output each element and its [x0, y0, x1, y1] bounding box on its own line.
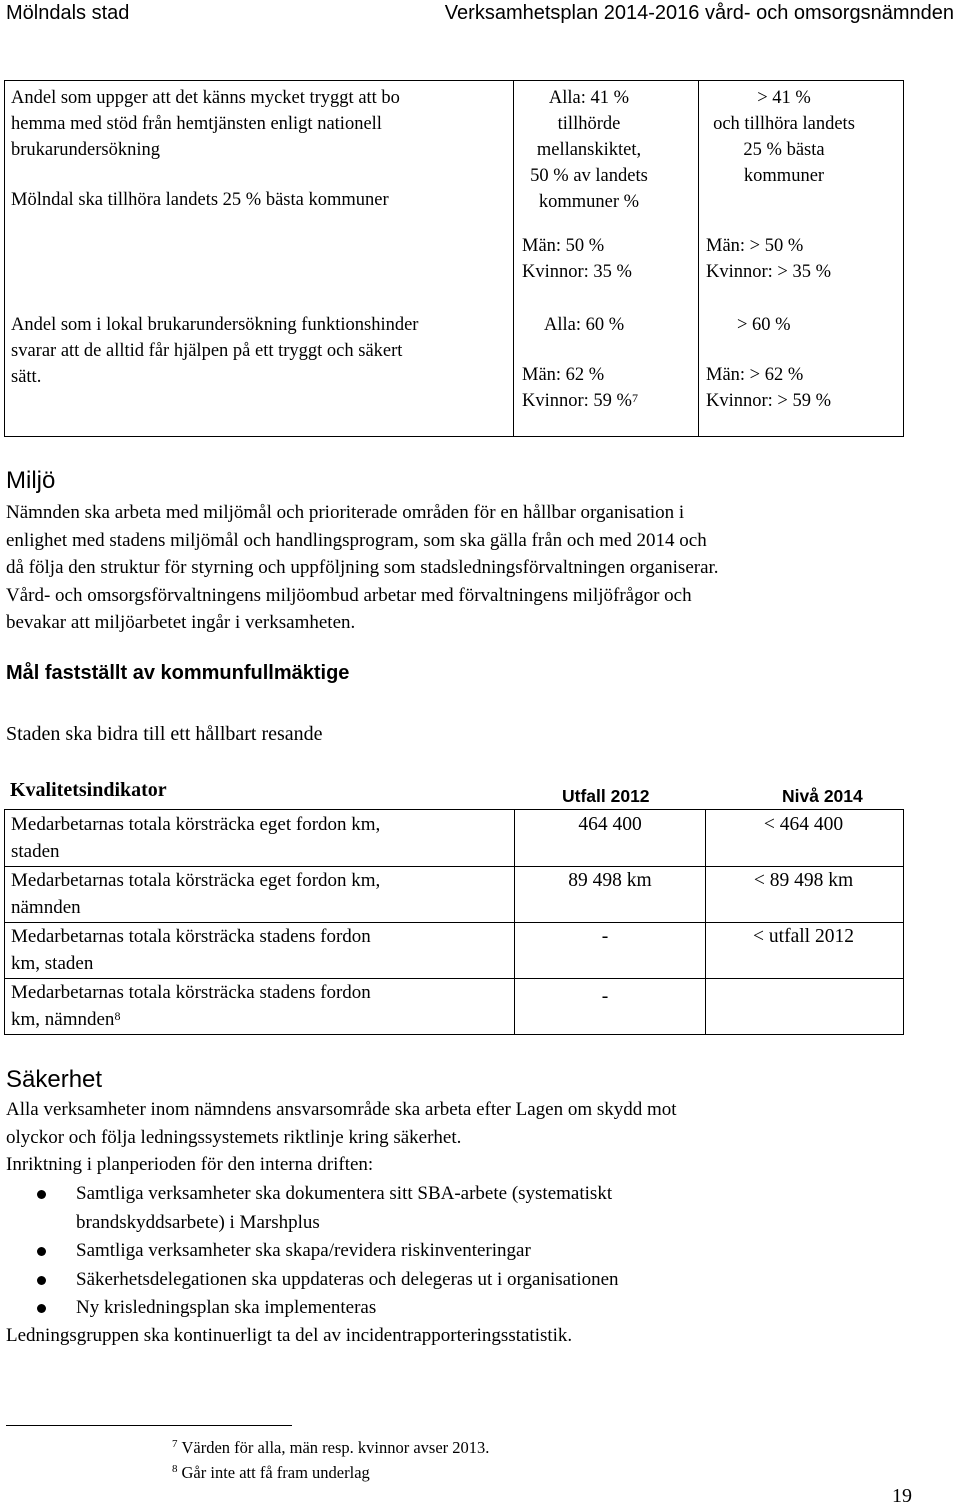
goal-heading: Mål fastställt av kommunfullmäktige: [6, 662, 350, 684]
row1-target-gender: [706, 233, 831, 285]
row1-target: [699, 85, 869, 189]
row-label-line: km, staden: [11, 953, 94, 974]
section-title-miljo: Miljö: [6, 467, 56, 494]
footnote-ref: 7: [631, 391, 638, 405]
row1-target-line: kommuner: [743, 166, 825, 186]
table-row-label: [11, 979, 511, 1033]
row1-desc-line: hemma med stöd från hemtjänsten enligt nationell: [11, 114, 382, 134]
row1-desc-goal: Mölndal ska tillhöra landets 25 % bästa kommuner: [11, 190, 389, 210]
footnote-text: Värden för alla, män resp. kvinnor avser 2013.: [181, 1438, 490, 1457]
sakerhet-closing: Ledningsgruppen ska kontinuerligt ta del av incidentrapporteringsstatistik.: [6, 1325, 573, 1346]
row1-outcome-line: kommuner %: [538, 192, 640, 212]
row1-target-women: Kvinnor: > 35 %: [706, 262, 832, 282]
row1-outcome-line: mellanskiktet,: [536, 140, 642, 160]
bullet-icon: [37, 1190, 46, 1199]
list-item: [0, 1294, 619, 1323]
table-row-label: [11, 811, 511, 865]
row1-outcome-women: Kvinnor: 35 %: [522, 262, 632, 282]
row-label-line: [11, 1006, 511, 1033]
row2-target-men: Män: > 62 %: [706, 365, 804, 385]
footnote-text: Går inte att få fram underlag: [181, 1463, 370, 1482]
row-label-text: km, nämnden: [11, 1009, 115, 1030]
indicator-header-label: Kvalitetsindikator: [10, 779, 167, 801]
row2-target-gender: [706, 362, 831, 414]
row1-target-line: 25 % bästa: [743, 140, 825, 160]
row-label-line: nämnden: [11, 897, 81, 918]
row1-outcome-men: Män: 50 %: [522, 236, 605, 256]
miljo-paragraph: [6, 499, 906, 637]
row-outcome-value: 89 498 km: [568, 870, 652, 891]
bullet-icon: [37, 1276, 46, 1285]
paragraph-line: då följa den struktur för styrning och uppföljning som stadsledningsförvaltningen organiserar.: [6, 557, 719, 578]
row-outcome-value: -: [601, 986, 609, 1007]
row1-outcome: [514, 85, 664, 215]
indicator-header-level: Nivå 2014: [782, 786, 863, 806]
header-document-title: Verksamhetsplan 2014-2016 vård- och omsorgsnämnden: [444, 2, 954, 24]
paragraph-line: Nämnden ska arbeta med miljömål och prioriterade områden för en hållbar organisation i: [6, 502, 685, 523]
row2-outcome-all: Alla: 60 %: [544, 315, 625, 335]
bullet-list: [0, 1180, 619, 1323]
footnote-ref: 8: [114, 1009, 121, 1023]
indicator-header-outcome: Utfall 2012: [562, 786, 650, 806]
row1-target-men: Män: > 50 %: [706, 236, 804, 256]
paragraph-line: Alla verksamheter inom nämndens ansvarsområde ska arbeta efter Lagen om skydd mot: [6, 1099, 677, 1120]
row2-outcome-women-line: [522, 388, 638, 414]
bullet-icon: [37, 1247, 46, 1256]
row2-desc-line: sätt.: [11, 367, 42, 387]
row1-outcome-line: 50 % av landets: [530, 166, 648, 186]
section-title-sakerhet: Säkerhet: [6, 1066, 103, 1093]
row1-outcome-line: Alla: 41 %: [548, 88, 630, 108]
row-label-line: Medarbetarnas totala körsträcka stadens fordon: [11, 926, 371, 947]
row-outcome-value: 464 400: [578, 814, 642, 835]
footnote: [172, 1438, 489, 1458]
list-item: [0, 1266, 619, 1295]
row2-description: [11, 312, 509, 390]
row1-description: [11, 85, 509, 213]
indicator-table: [4, 809, 904, 1035]
header-organization: Mölndals stad: [6, 2, 130, 24]
footnote-number: 8: [172, 1463, 178, 1475]
row1-desc-line: brukarundersökning: [11, 140, 160, 160]
list-item: [0, 1180, 619, 1237]
sakerhet-paragraph: [6, 1096, 906, 1179]
row2-desc-line: Andel som i lokal brukarundersökning funktionshinder: [11, 315, 419, 335]
row2-outcome-women: Kvinnor: 59 %: [522, 391, 632, 411]
row1-outcome-gender: [522, 233, 632, 285]
list-item-text: brandskyddsarbete) i Marshplus: [76, 1211, 320, 1233]
table-row-label: [11, 923, 511, 977]
row-label-line: Medarbetarnas totala körsträcka eget fordon km,: [11, 814, 381, 835]
row2-outcome-men: Män: 62 %: [522, 365, 605, 385]
row-label-line: Medarbetarnas totala körsträcka stadens fordon: [11, 982, 371, 1003]
row-level-value: < 464 400: [763, 814, 844, 835]
list-item: [0, 1237, 619, 1266]
row2-target-women: Kvinnor: > 59 %: [706, 391, 832, 411]
list-item-text: Samtliga verksamheter ska dokumentera sitt SBA-arbete (systematiskt: [76, 1183, 613, 1204]
goal-text: Staden ska bidra till ett hållbart resande: [6, 723, 323, 745]
row1-outcome-line: tillhörde: [557, 114, 621, 134]
bullet-icon: [37, 1304, 46, 1313]
page-number: 19: [892, 1485, 912, 1507]
list-item-text: Säkerhetsdelegationen ska uppdateras och delegeras ut i organisationen: [76, 1268, 619, 1290]
list-item-text: Samtliga verksamheter ska skapa/revidera riskinventeringar: [76, 1240, 531, 1261]
sakerhet-intro: Inriktning i planperioden för den interna driften:: [6, 1154, 374, 1175]
paragraph-line: enlighet med stadens miljömål och handlingsprogram, som ska gälla från och med 2014 och: [6, 529, 707, 551]
row2-desc-line: svarar att de alltid får hjälpen på ett tryggt och säkert: [11, 341, 403, 361]
row-label-line: staden: [11, 841, 60, 862]
footnote: [172, 1463, 370, 1483]
footnote-rule: [6, 1425, 292, 1426]
row1-target-line: och tillhöra landets: [713, 114, 855, 134]
row1-desc-line: Andel som uppger att det känns mycket tryggt att bo: [11, 88, 400, 108]
footnote-number: 7: [172, 1438, 178, 1450]
row-level-value: < utfall 2012: [753, 926, 854, 947]
row-label-line: Medarbetarnas totala körsträcka eget fordon km,: [11, 870, 381, 891]
row-level-value: < 89 498 km: [753, 870, 854, 891]
row2-outcome-gender: [522, 362, 638, 414]
row-outcome-value: -: [601, 926, 609, 947]
list-item-text: Ny krisledningsplan ska implementeras: [76, 1297, 377, 1318]
row2-target-all: > 60 %: [737, 315, 791, 335]
goals-table: [4, 80, 904, 437]
paragraph-line: olyckor och följa ledningssystemets riktlinje kring säkerhet.: [6, 1126, 462, 1148]
page-header: [0, 0, 960, 27]
paragraph-line: bevakar att miljöarbetet ingår i verksamheten.: [6, 612, 356, 633]
table-row-label: [11, 867, 511, 921]
paragraph-line: Vård- och omsorgsförvaltningens miljöombud arbetar med förvaltningens miljöfrågor och: [6, 584, 692, 606]
row1-target-line: > 41 %: [757, 88, 811, 108]
